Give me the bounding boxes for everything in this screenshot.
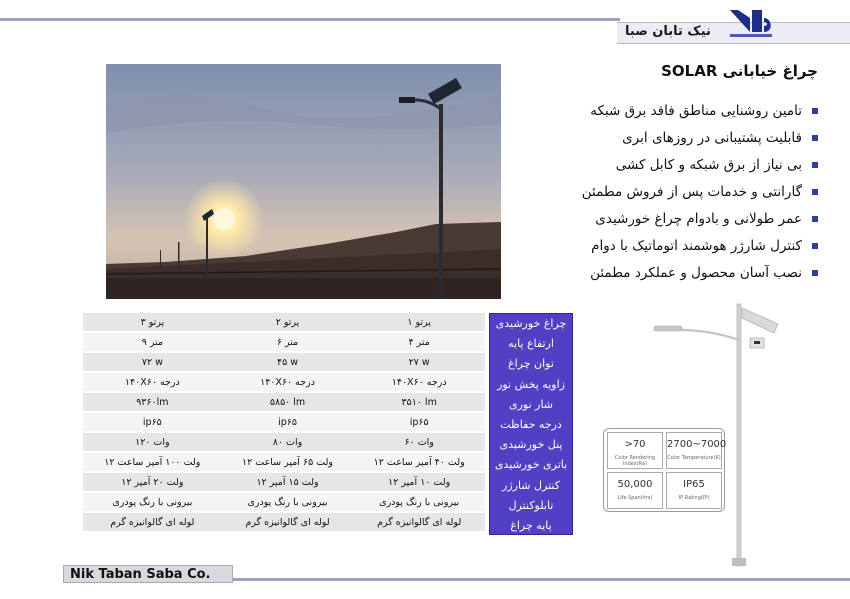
header-rule <box>0 18 620 21</box>
company-name-footer <box>63 565 233 583</box>
spec-label: پنل خورشیدی <box>499 438 563 452</box>
cct-caption: Color Temperature(K) <box>667 455 721 461</box>
spec-icon-card <box>603 428 725 512</box>
feature-item: گارانتی و خدمات پس از فروش مطمئن <box>558 181 818 208</box>
bullet-square-icon <box>812 216 818 222</box>
spec-label: باتری خورشیدی <box>494 458 568 472</box>
footer-rule <box>232 578 850 581</box>
bullet-square-icon <box>812 108 818 114</box>
feature-item: بی نیاز از برق شبکه و کابل کشی <box>558 154 818 181</box>
spec-label: شار نوری <box>508 397 554 411</box>
bullet-square-icon <box>812 162 818 168</box>
bullet-square-icon <box>812 189 818 195</box>
table-row: ۱۴۰X۶۰ درجه ۱۴۰X۶۰ درجه ۱۴۰X۶۰ درجه <box>83 372 485 392</box>
ip-value: IP65 <box>683 479 705 490</box>
table-row: ۱۲ ولت ۱۰۰ آمپر ساعت ۱۲ ولت ۶۵ آمپر ساعت ۱۲ ولت ۴۰ آمپر ساعت <box>83 452 485 472</box>
street-light-photo <box>106 64 501 299</box>
feature-item: کنترل شارژر هوشمند اتوماتیک با دوام <box>558 235 818 262</box>
table-row: ip۶۵ ip۶۵ ip۶۵ <box>83 412 485 432</box>
spec-label: کنترل شارژر <box>502 478 560 492</box>
table-row: لوله ای گالوانیزه گرم لوله ای گالوانیزه گرم لوله ای گالوانیزه گرم <box>83 512 485 532</box>
table-row: پرتو ۳ پرتو ۲ پرتو ۱ <box>83 313 485 332</box>
feature-list <box>558 100 818 289</box>
table-row: بیرونی با رنگ پودری بیرونی با رنگ پودری بیرونی با رنگ پودری <box>83 492 485 512</box>
cct-cell <box>666 432 727 469</box>
feature-item: عمر طولانی و بادوام چراغ خورشیدی <box>558 208 818 235</box>
life-cell <box>607 472 663 509</box>
spec-table <box>83 313 485 533</box>
table-row: ۹۳۶۰lm ۵۸۵۰ lm ۳۵۱۰ lm <box>83 392 485 412</box>
page-title: چراغ خیابانی SOLAR <box>661 62 818 80</box>
cri-cell <box>607 432 663 469</box>
life-value: 50,000 <box>617 479 653 490</box>
cri-caption: Color Rendering Index(Ra) <box>614 455 656 467</box>
spec-label: چراغ خورشیدی <box>495 317 567 330</box>
company-name-en: Nik Taban Saba Co. <box>70 567 211 582</box>
bullet-square-icon <box>812 243 818 249</box>
feature-item: نصب آسان محصول و عملکرد مطمئن <box>558 262 818 289</box>
table-row: ۱۲۰ وات ۸۰ وات ۶۰ وات <box>83 432 485 452</box>
spec-label: تابلوکنترل <box>508 498 554 512</box>
spec-label: زاویه پخش نور <box>497 377 565 391</box>
spec-label: توان چراغ <box>508 357 554 371</box>
feature-item: تامین روشنایی مناطق فاقد برق شبکه <box>558 100 818 127</box>
ip-cell <box>666 472 722 509</box>
spec-label-column <box>489 313 573 535</box>
cct-value: 2700~7000 <box>667 439 727 450</box>
spec-label: پایه چراغ <box>510 518 552 532</box>
table-row: ۷۲ w ۴۵ w ۲۷ w <box>83 352 485 372</box>
cri-value: >70 <box>624 439 646 450</box>
table-row: ۱۲ ولت ۲۰ آمپر ۱۲ ولت ۱۵ آمپر ۱۲ ولت ۱۰ آمپر <box>83 472 485 492</box>
company-logo-icon <box>728 6 774 40</box>
bullet-square-icon <box>812 135 818 141</box>
life-caption: Life Span(hrs) <box>617 495 653 501</box>
company-name-fa: نیک تابان صبا <box>625 24 711 39</box>
spec-label: درجه حفاظت <box>500 417 562 431</box>
spec-label: ارتفاع پایه <box>508 337 554 351</box>
bullet-square-icon <box>812 270 818 276</box>
feature-item: قابلیت پشتیبانی در روزهای ابری <box>558 127 818 154</box>
ip-caption: IP Rating(IP) <box>678 495 710 501</box>
table-row: ۹ متر ۶ متر ۴ متر <box>83 332 485 352</box>
